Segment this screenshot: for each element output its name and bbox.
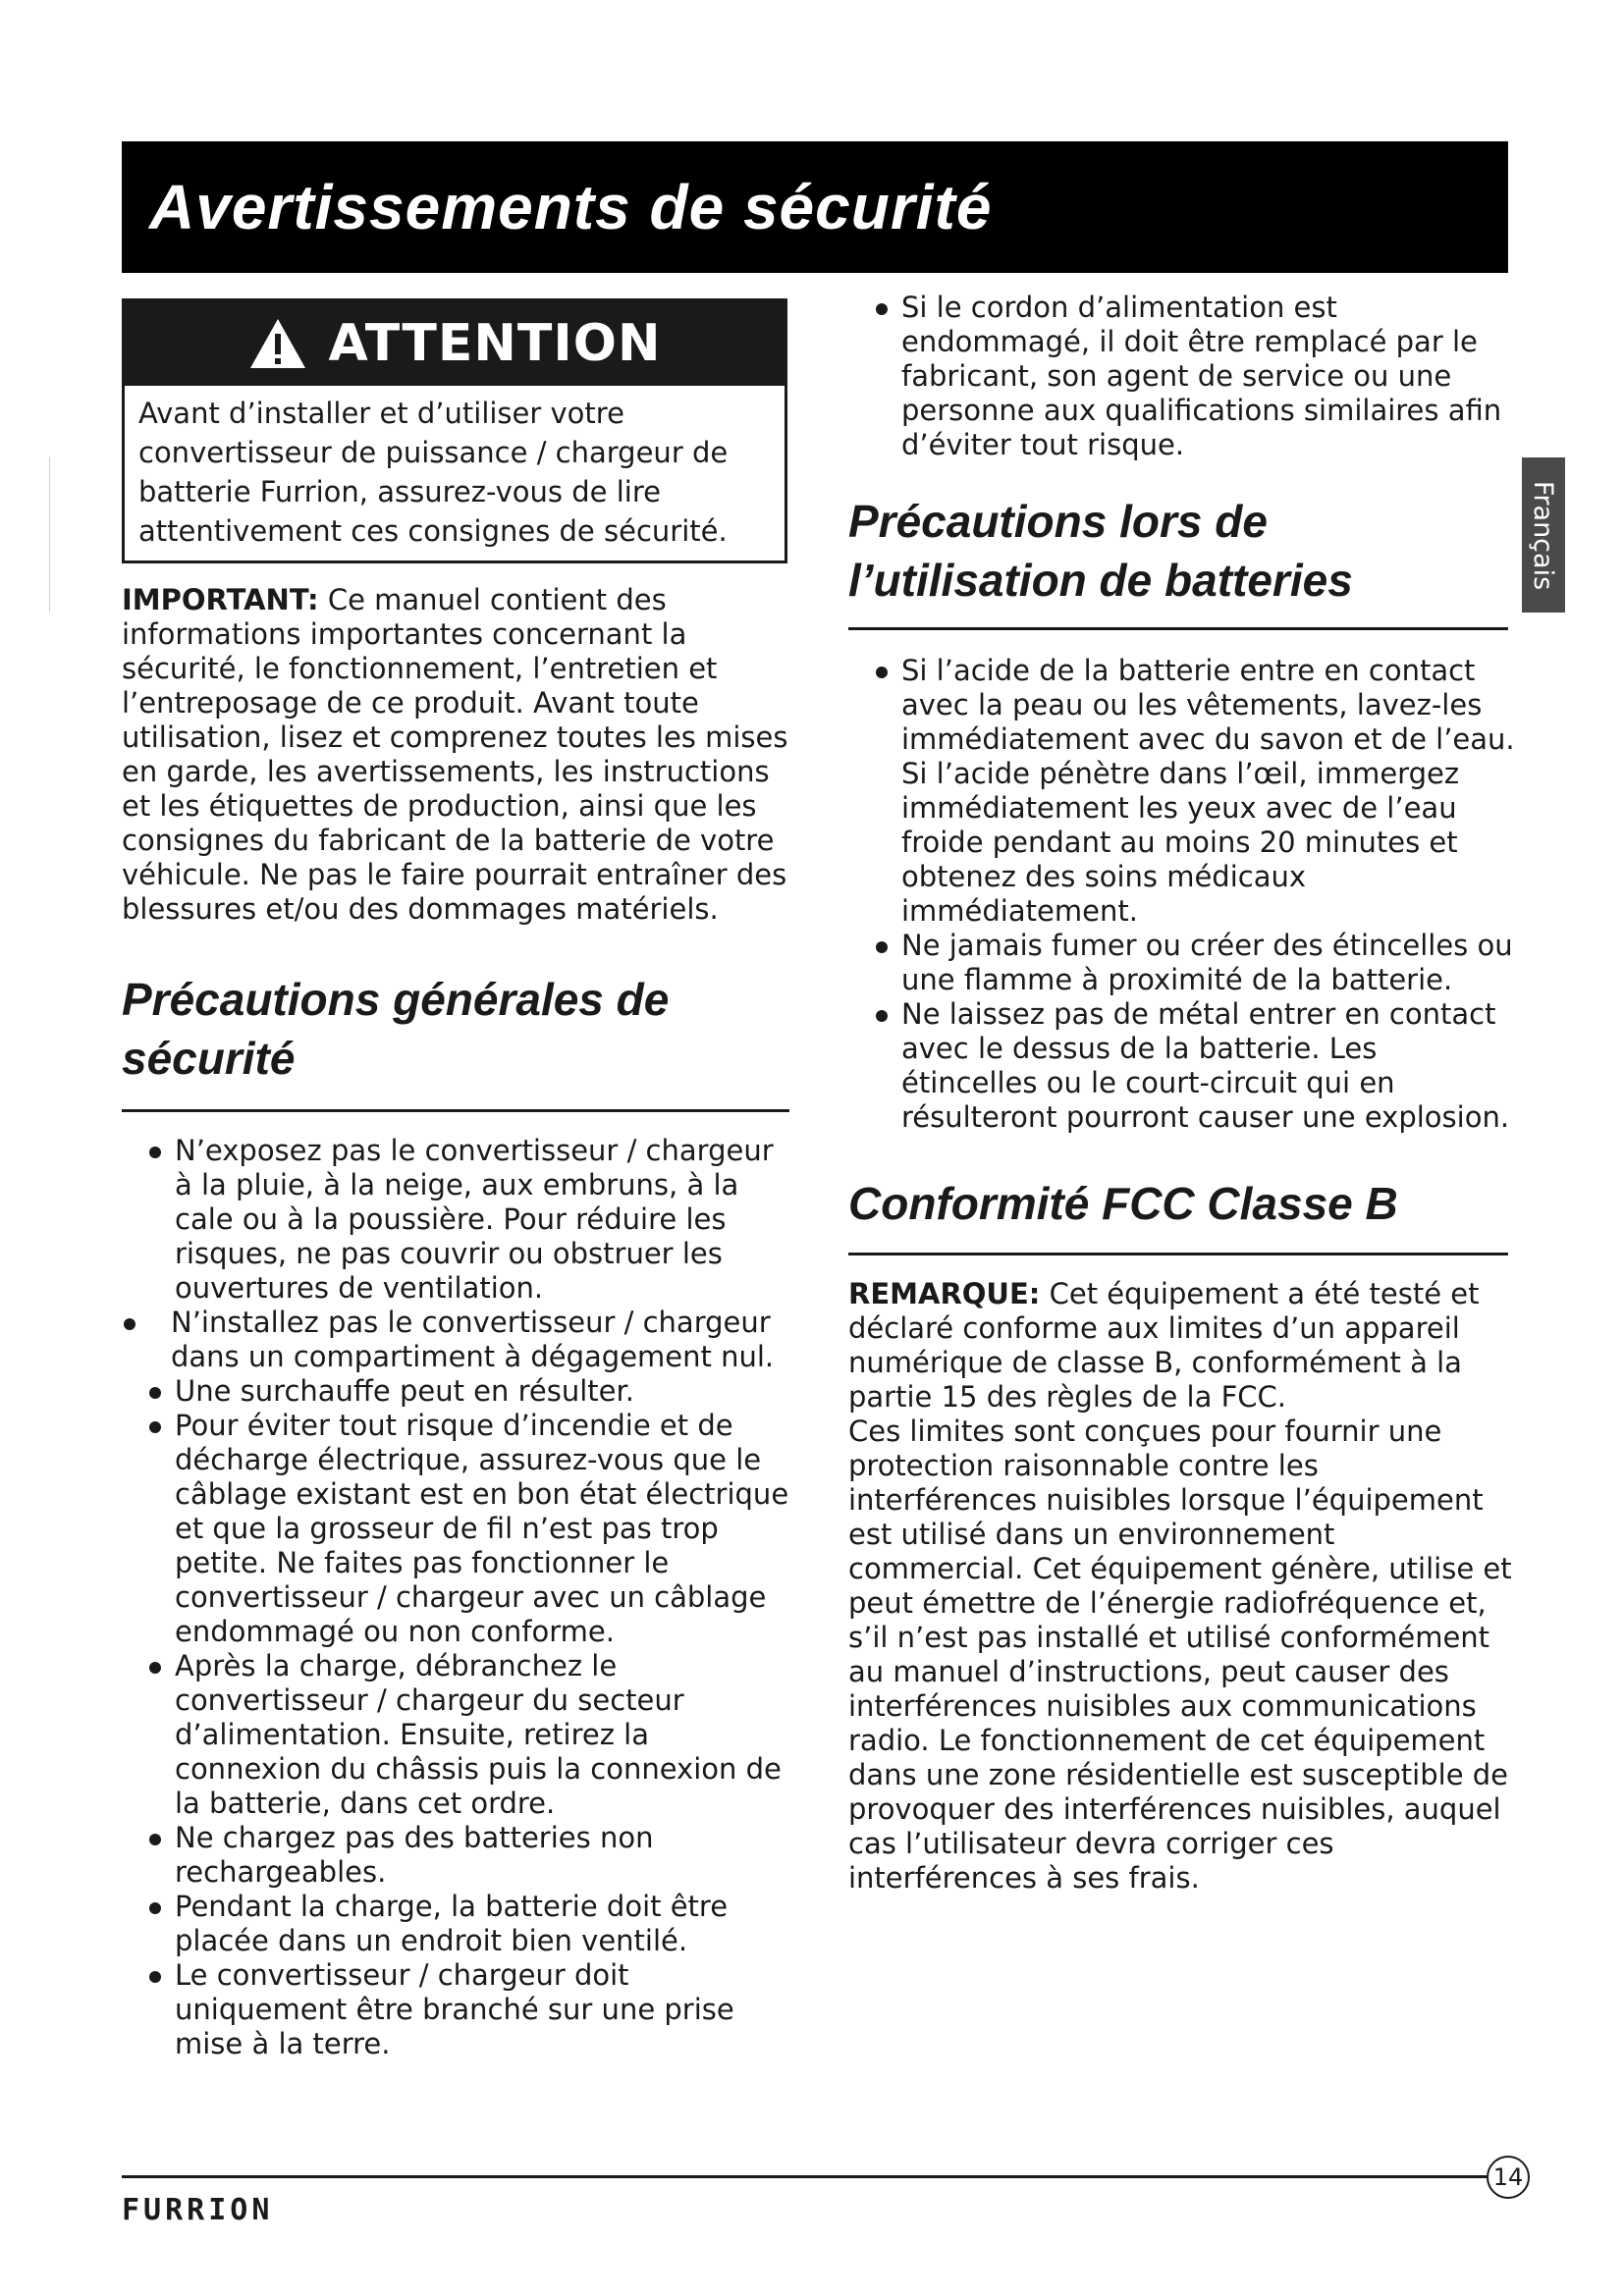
fcc-text-1: Cet équipement a été testé et déclaré conforme aux limites d’un appareil numérique de classe B, conformément à la partie 15 des règles de la FCC.: [848, 1277, 1480, 1414]
list-item: Après la charge, débranchez le convertisseur / chargeur du secteur d’alimentation. Ensuite, retirez la connexion du châssis puis la connexion de la batterie, dans cet ordre.: [122, 1649, 789, 1821]
section-rule: [122, 1109, 789, 1112]
fcc-label: REMARQUE:: [848, 1277, 1041, 1310]
list-item: Ne laissez pas de métal entrer en contact avec le dessus de la batterie. Les étincelles ou le court-circuit qui en résulteront pourront causer une explosion.: [848, 997, 1516, 1135]
fcc-title: Conformité FCC Classe B: [848, 1178, 1398, 1229]
left-column: [122, 298, 789, 2061]
warning-triangle-icon: [248, 317, 307, 370]
language-tab: [1522, 457, 1565, 613]
bullet-icon: [876, 941, 888, 953]
brand-logo: FURRION: [122, 2193, 274, 2227]
bullet-icon: [149, 1147, 161, 1158]
bullet-icon: [876, 303, 888, 315]
list-item: Une surchauffe peut en résulter.: [122, 1374, 789, 1409]
list-item: Ne jamais fumer ou créer des étincelles ou une flamme à proximité de la batterie.: [848, 929, 1516, 997]
bullet-icon: [876, 667, 888, 678]
general-precautions-list: [122, 1134, 789, 2061]
section-rule: [848, 627, 1508, 630]
attention-header: [125, 301, 785, 386]
fcc-paragraph: [848, 1277, 1516, 1415]
list-item: N’installez pas le convertisseur / chargeur dans un compartiment à dégagement nul.: [122, 1306, 789, 1374]
bullet-icon: [149, 1387, 161, 1399]
fcc-paragraph-2: Ces limites sont conçues pour fournir une protection raisonnable contre les interférences nuisibles lorsque l’équipement est utilisé dans un environnement commercial. Cet équipement génère, utilise et peut émettre de l’énergie radiofréquence et, s’il n’est pas installé et utilisé conformément au manuel d’instructions, peut causer des interférences nuisibles aux communications radio. Le fonctionnement de cet équipement dans une zone résidentielle est susceptible de provoquer des interférences nuisibles, auquel cas l’utilisateur devra corriger ces interférences à ses frais.: [848, 1415, 1512, 1895]
attention-label: ATTENTION: [328, 314, 662, 373]
bullet-icon: [124, 1318, 135, 1330]
bullet-icon: [149, 1834, 161, 1845]
battery-precautions-title: Précautions lors de l’utilisation de batteries: [848, 496, 1353, 606]
page-number: 14: [1487, 2156, 1530, 2199]
list-item: Si le cordon d’alimentation est endommagé, il doit être remplacé par le fabricant, son agent de service ou une personne aux qualifications similaires afin d’éviter tout risque.: [848, 291, 1516, 462]
attention-box: [122, 298, 787, 563]
attention-text: Avant d’installer et d’utiliser votre convertisseur de puissance / chargeur de batterie Furrion, assurez-vous de lire attentivement ces consignes de sécurité.: [138, 397, 729, 548]
list-item: Si l’acide de la batterie entre en contact avec la peau ou les vêtements, lavez-les immédiatement avec du savon et de l’eau. Si l’acide pénètre dans l’œil, immergez immédiatement les yeux avec de l’eau froide pendant au moins 20 minutes et obtenez des soins médicaux immédiatement.: [848, 654, 1516, 929]
list-item: N’exposez pas le convertisseur / chargeur à la pluie, à la neige, aux embruns, à la cale ou à la poussière. Pour réduire les risques, ne pas couvrir ou obstruer les ouvertures de ventilation.: [122, 1134, 789, 1306]
important-label: IMPORTANT:: [122, 583, 319, 616]
bullet-icon: [876, 1010, 888, 1022]
list-item: Pendant la charge, la batterie doit être placée dans un endroit bien ventilé.: [122, 1890, 789, 1958]
header-bar: [122, 141, 1508, 273]
bullet-icon: [149, 1662, 161, 1674]
list-item: Ne chargez pas des batteries non rechargeables.: [122, 1821, 789, 1890]
footer-rule: [122, 2175, 1489, 2178]
important-text: Ce manuel contient des informations importantes concernant la sécurité, le fonctionnement, l’entretien et l’entreposage de ce produit. Avant toute utilisation, lisez et comprenez toutes les mises en garde, les avertissements, les instructions et les étiquettes de production, ainsi que les consignes du fabricant de la batterie de votre véhicule. Ne pas le faire pourrait entraîner des blessures et/ou des dommages matériels.: [122, 583, 788, 926]
margin-line: [49, 457, 50, 613]
section-rule: [848, 1253, 1508, 1255]
language-tab-label: Français: [1528, 480, 1559, 590]
list-item: Le convertisseur / chargeur doit uniquement être branché sur une prise mise à la terre.: [122, 1958, 789, 2061]
right-column: [848, 291, 1516, 1896]
power-cord-list: [848, 291, 1516, 462]
page-title: Avertissements de sécurité: [149, 172, 993, 242]
battery-precautions-list: [848, 654, 1516, 1135]
list-item: Pour éviter tout risque d’incendie et de décharge électrique, assurez-vous que le câblage existant est en bon état électrique et que la grosseur de fil n’est pas trop petite. Ne faites pas fonctionner le convertisseur / chargeur avec un câblage endommagé ou non conforme.: [122, 1409, 789, 1649]
general-precautions-title: Précautions générales de sécurité: [122, 974, 670, 1084]
bullet-icon: [149, 1421, 161, 1433]
bullet-icon: [149, 1902, 161, 1914]
bullet-icon: [149, 1971, 161, 1983]
important-paragraph: [122, 583, 789, 927]
